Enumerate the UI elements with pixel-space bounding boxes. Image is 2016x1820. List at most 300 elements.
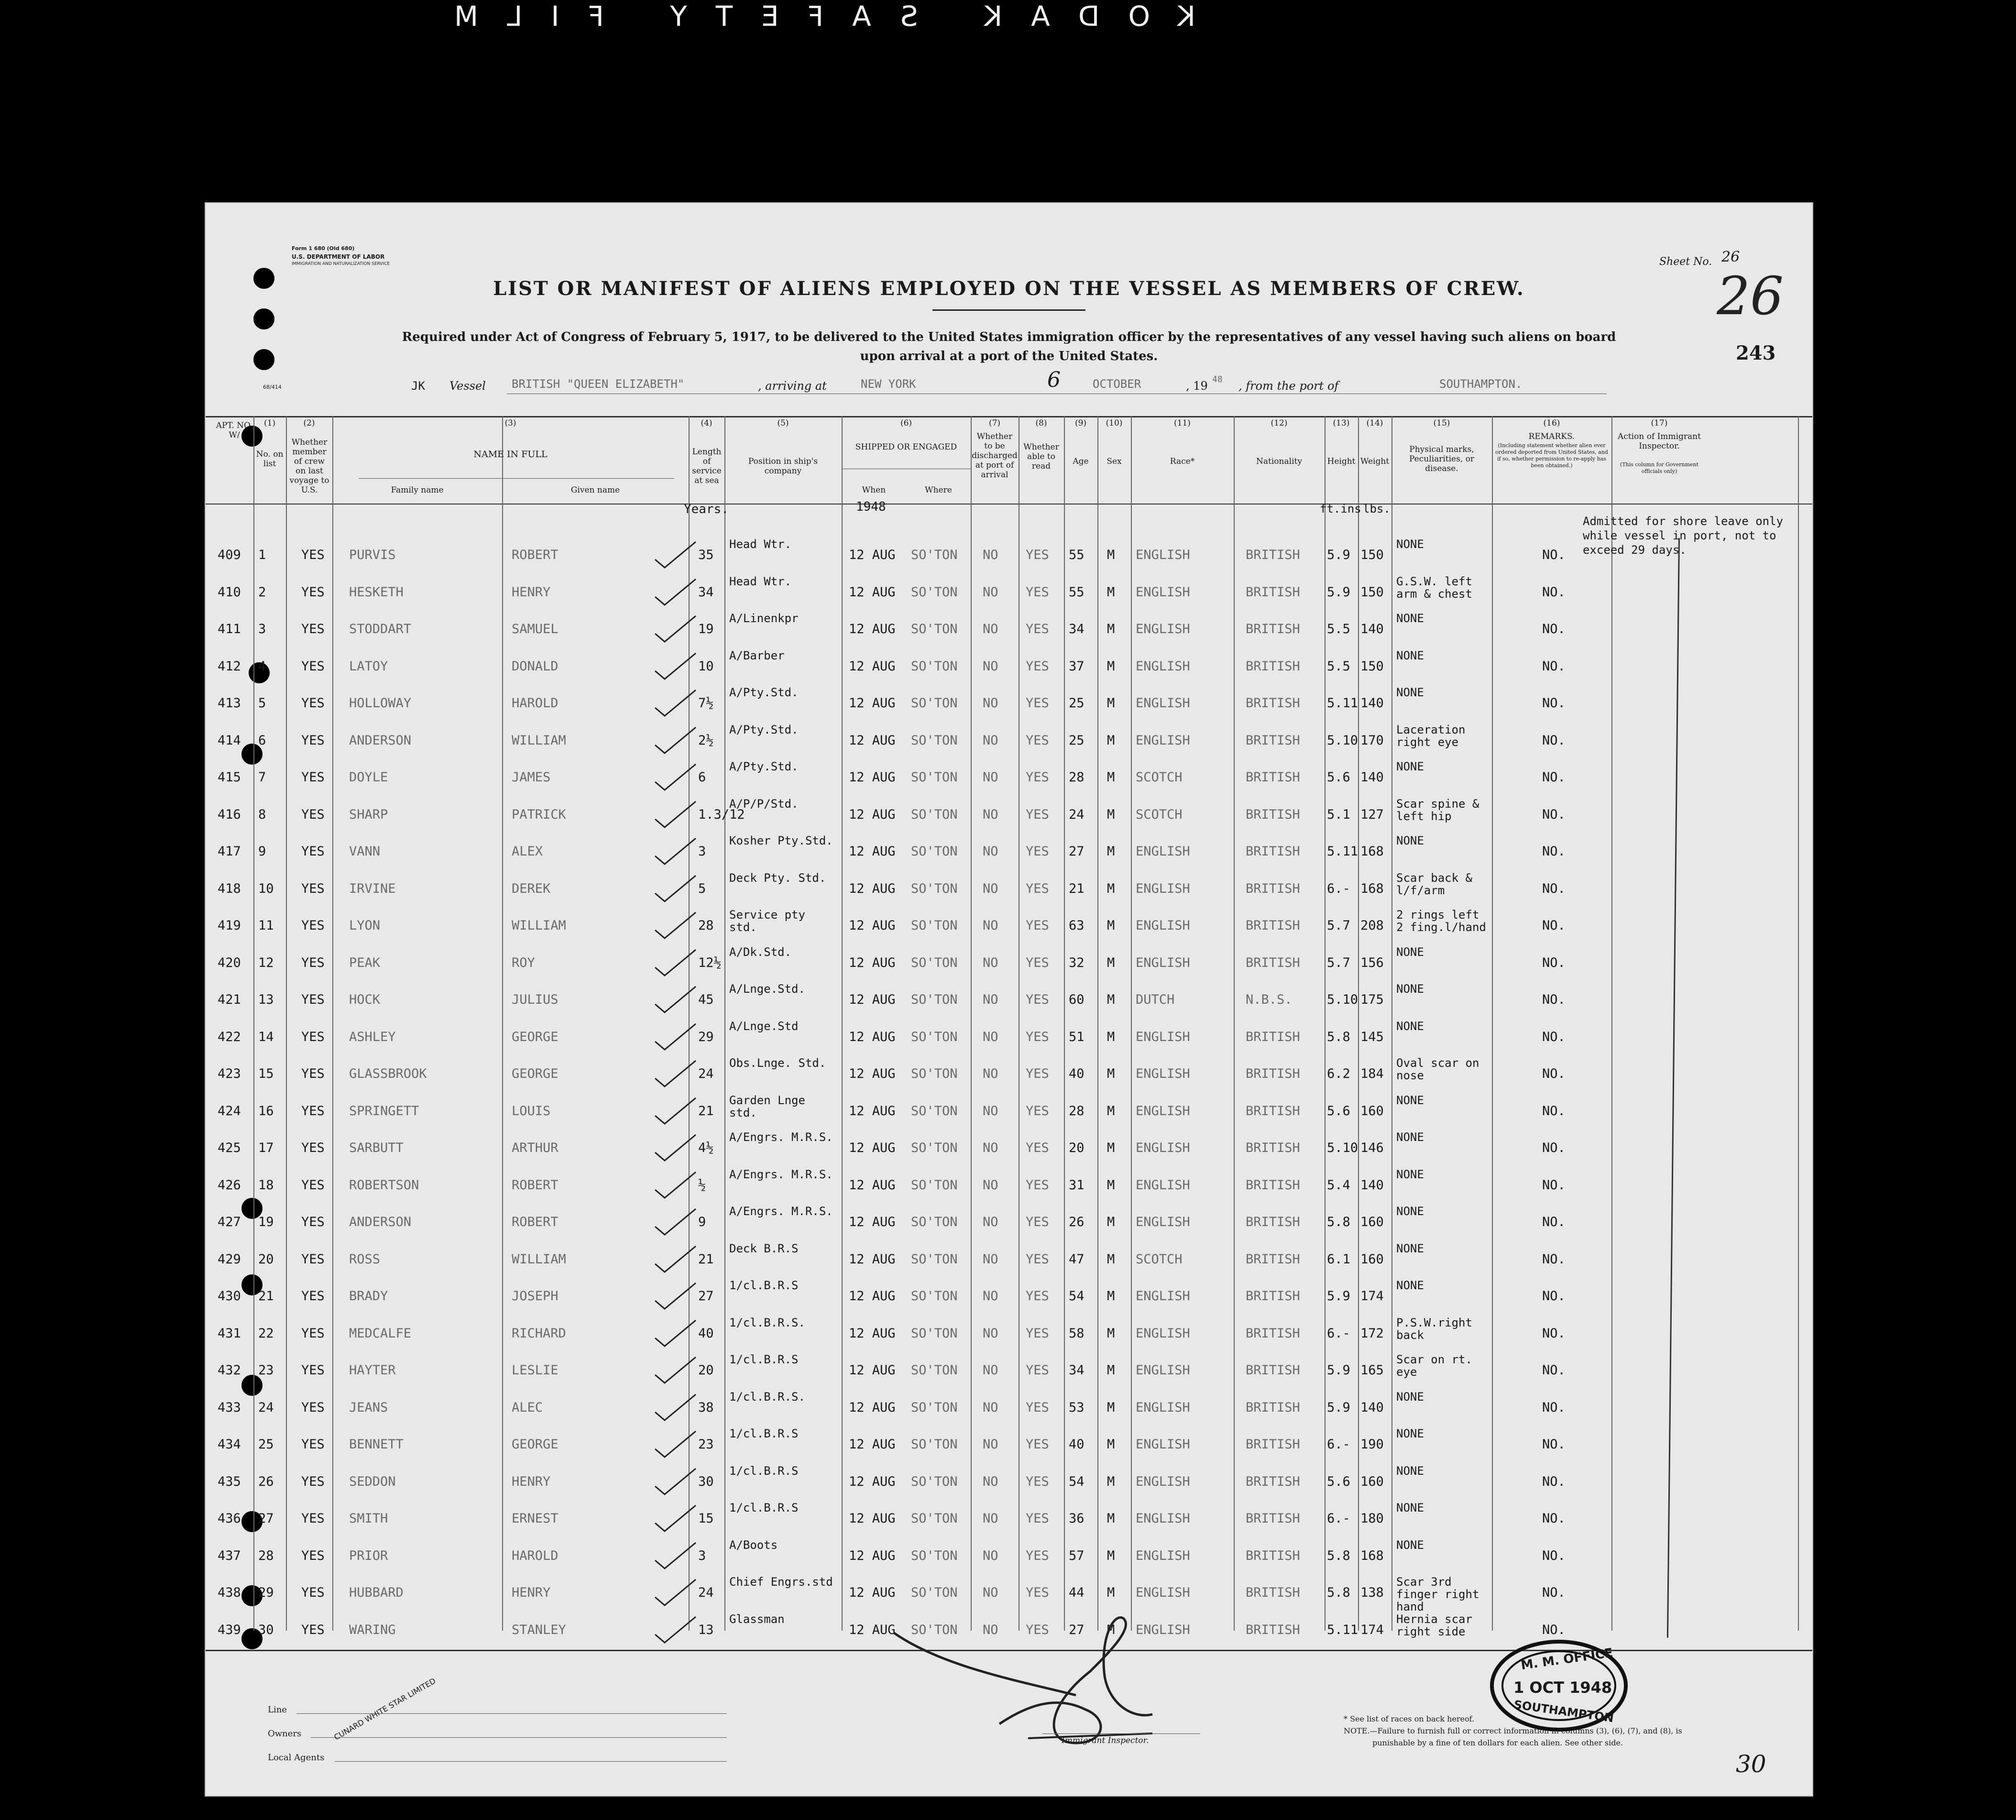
row-apt: 439: [218, 1622, 241, 1637]
row-position: A/Boots: [729, 1538, 778, 1552]
row-age: 63: [1069, 918, 1085, 933]
row-last-voyage: YES: [301, 584, 325, 600]
row-read: YES: [1026, 1585, 1049, 1600]
row-number: 4: [258, 658, 266, 674]
row-race: ENGLISH: [1136, 881, 1190, 896]
row-read: YES: [1026, 1215, 1049, 1229]
row-race: ENGLISH: [1136, 1289, 1190, 1304]
header-6: SHIPPED OR ENGAGED: [855, 442, 957, 452]
row-height: 5.11: [1327, 844, 1359, 859]
header-2-num: (2): [303, 418, 315, 428]
row-where: SO'TON: [911, 1140, 958, 1155]
row-read: YES: [1026, 658, 1049, 674]
header-15: Physical marks, Peculiarities, or disease.: [1409, 445, 1474, 473]
row-where: SO'TON: [911, 881, 958, 896]
row-discharged: NO: [983, 1622, 998, 1637]
row-when: 12 AUG: [849, 918, 896, 933]
check-mark-icon: [650, 1353, 708, 1387]
header-14-num: (14): [1366, 418, 1383, 428]
header-3: NAME IN FULL: [473, 449, 548, 460]
row-discharged: NO: [983, 1215, 998, 1229]
check-mark-icon: [650, 1539, 708, 1572]
row-nationality: BRITISH: [1246, 1215, 1300, 1229]
agents-underline: [335, 1761, 727, 1762]
row-apt: 420: [218, 955, 241, 970]
row-apt: 435: [218, 1474, 241, 1489]
row-height: 5.8: [1327, 1585, 1350, 1600]
row-height: 5.9: [1327, 584, 1350, 600]
row-number: 20: [258, 1251, 274, 1267]
row-position: Kosher Pty.Std.: [729, 834, 833, 847]
owners-label: Owners: [268, 1729, 302, 1739]
row-weight: 174: [1360, 1622, 1384, 1637]
row-number: 26: [258, 1474, 274, 1489]
row-race: ENGLISH: [1136, 1437, 1190, 1452]
row-read: YES: [1026, 1289, 1049, 1304]
row-age: 27: [1069, 844, 1085, 859]
form-number: Form 1 680 (Old 680): [292, 245, 355, 252]
row-family-name: LYON: [349, 918, 381, 933]
row-physical-marks: NONE: [1396, 945, 1424, 959]
row-when: 12 AUG: [849, 955, 896, 970]
row-nationality: BRITISH: [1246, 733, 1300, 748]
row-race: ENGLISH: [1136, 1140, 1190, 1155]
row-family-name: ANDERSON: [349, 1215, 412, 1229]
row-when: 12 AUG: [849, 1548, 896, 1563]
row-number: 8: [258, 807, 266, 822]
row-nationality: N.B.S.: [1246, 992, 1293, 1007]
row-number: 22: [258, 1326, 274, 1341]
row-where: SO'TON: [911, 696, 958, 711]
row-last-voyage: YES: [301, 918, 325, 933]
row-discharged: NO: [983, 1251, 998, 1267]
row-age: 20: [1069, 1140, 1085, 1155]
check-mark-icon: [650, 909, 708, 942]
check-mark-icon: [650, 872, 708, 905]
row-where: SO'TON: [911, 1251, 958, 1267]
header-16-num: (16): [1543, 418, 1560, 428]
row-family-name: VANN: [349, 844, 381, 859]
row-sex: M: [1107, 1251, 1115, 1267]
row-remarks: NO.: [1542, 1511, 1566, 1526]
header-where: Where: [925, 485, 952, 495]
row-last-voyage: YES: [301, 807, 325, 822]
row-remarks: NO.: [1542, 918, 1566, 933]
row-position: A/Engrs. M.R.S.: [729, 1130, 833, 1144]
year-shipped: 1948: [856, 500, 886, 514]
header-17-note: (This column for Government officials only): [1620, 461, 1699, 474]
row-read: YES: [1026, 955, 1049, 970]
row-last-voyage: YES: [301, 1400, 325, 1415]
row-nationality: BRITISH: [1246, 1289, 1300, 1304]
table-row: [206, 946, 1812, 983]
row-service: 15: [698, 1511, 714, 1526]
row-read: YES: [1026, 622, 1049, 636]
row-sex: M: [1107, 1548, 1115, 1563]
table-row: [206, 1539, 1812, 1576]
row-given-name: GEORGE: [512, 1437, 559, 1452]
row-given-name: STANLEY: [512, 1622, 566, 1637]
handwritten-total: 243: [1736, 342, 1776, 364]
row-last-voyage: YES: [301, 1289, 325, 1304]
row-where: SO'TON: [911, 1066, 958, 1081]
row-family-name: BRADY: [349, 1289, 388, 1304]
check-mark-icon: [650, 1131, 708, 1164]
row-number: 13: [258, 992, 274, 1007]
row-number: 9: [258, 844, 266, 859]
row-last-voyage: YES: [301, 1363, 325, 1378]
row-weight: 184: [1360, 1066, 1384, 1081]
row-service: 6: [698, 770, 706, 785]
row-discharged: NO: [983, 584, 998, 600]
row-age: 28: [1069, 770, 1085, 785]
row-remarks: NO.: [1542, 955, 1566, 970]
row-apt: 415: [218, 770, 241, 785]
row-remarks: NO.: [1542, 1548, 1566, 1563]
row-last-voyage: YES: [301, 1215, 325, 1229]
title-underline: [932, 309, 1085, 311]
row-where: SO'TON: [911, 844, 958, 859]
check-mark-icon: [650, 1576, 708, 1609]
header-7: Whether to be discharged at port of arrival: [972, 432, 1018, 480]
row-when: 12 AUG: [849, 584, 896, 600]
row-age: 57: [1069, 1548, 1085, 1563]
row-apt: 409: [218, 548, 241, 562]
row-last-voyage: YES: [301, 548, 325, 562]
row-family-name: ROSS: [349, 1251, 381, 1267]
row-given-name: ERNEST: [512, 1511, 559, 1526]
row-position: A/Engrs. M.R.S.: [729, 1205, 833, 1218]
row-weight: 140: [1360, 622, 1384, 636]
row-physical-marks: Oval scar on nose: [1396, 1056, 1479, 1082]
row-service: 23: [698, 1437, 714, 1452]
row-age: 47: [1069, 1251, 1085, 1267]
row-family-name: IRVINE: [349, 881, 396, 896]
row-where: SO'TON: [911, 1511, 958, 1526]
row-where: SO'TON: [911, 1215, 958, 1229]
row-height: 5.10: [1327, 1140, 1359, 1155]
header-apt: APT. NO. W/: [216, 421, 253, 440]
row-read: YES: [1026, 1251, 1049, 1267]
row-race: SCOTCH: [1136, 770, 1183, 785]
row-family-name: SARBUTT: [349, 1140, 404, 1155]
table-row: [206, 1020, 1812, 1057]
row-physical-marks: NONE: [1396, 1205, 1424, 1218]
row-race: ENGLISH: [1136, 658, 1190, 674]
row-where: SO'TON: [911, 658, 958, 674]
stamp-top-text: M. M. OFFICE: [1520, 1645, 1614, 1673]
arrival-day: 6: [1047, 368, 1061, 392]
row-number: 19: [258, 1215, 274, 1229]
row-age: 44: [1069, 1585, 1085, 1600]
row-position: A/Lnge.Std: [729, 1019, 799, 1033]
row-nationality: BRITISH: [1246, 696, 1300, 711]
row-where: SO'TON: [911, 1029, 958, 1044]
check-mark-icon: [650, 834, 708, 868]
row-age: 34: [1069, 1363, 1085, 1378]
row-weight: 140: [1360, 1400, 1384, 1415]
header-6-num: (6): [900, 418, 912, 428]
row-sex: M: [1107, 1511, 1115, 1526]
row-read: YES: [1026, 1363, 1049, 1378]
row-discharged: NO: [983, 807, 998, 822]
row-given-name: HENRY: [512, 1585, 551, 1600]
table-row: [206, 1279, 1812, 1316]
row-physical-marks: Scar spine & left hip: [1396, 797, 1479, 823]
row-service: 7½: [698, 696, 714, 711]
manifest-title: LIST OR MANIFEST OF ALIENS EMPLOYED ON THE VESSEL AS MEMBERS OF CREW.: [493, 277, 1525, 300]
row-last-voyage: YES: [301, 881, 325, 896]
header-13: Height: [1327, 457, 1356, 466]
row-where: SO'TON: [911, 992, 958, 1007]
arrival-month: OCTOBER: [1093, 377, 1141, 391]
row-discharged: NO: [983, 658, 998, 674]
row-age: 55: [1069, 584, 1085, 600]
row-given-name: WILLIAM: [512, 1251, 566, 1267]
row-physical-marks: NONE: [1396, 1093, 1424, 1107]
header-9: Age: [1073, 457, 1089, 466]
row-weight: 172: [1360, 1326, 1384, 1341]
table-row: [206, 983, 1812, 1020]
row-read: YES: [1026, 992, 1049, 1007]
row-number: 11: [258, 918, 274, 933]
vessel-line: [206, 368, 1812, 404]
row-last-voyage: YES: [301, 622, 325, 636]
row-weight: 138: [1360, 1585, 1384, 1600]
row-service: 12½: [698, 955, 722, 970]
row-position: Glassman: [729, 1612, 785, 1626]
line-underline: [296, 1713, 727, 1714]
row-last-voyage: YES: [301, 1251, 325, 1267]
row-discharged: NO: [983, 1289, 998, 1304]
row-read: YES: [1026, 1548, 1049, 1563]
row-discharged: NO: [983, 1029, 998, 1044]
row-nationality: BRITISH: [1246, 548, 1300, 562]
owners-underline: [311, 1737, 727, 1738]
header-11-num: (11): [1174, 418, 1191, 428]
row-apt: 417: [218, 844, 241, 859]
row-discharged: NO: [983, 733, 998, 748]
table-row: [206, 1131, 1812, 1168]
row-remarks: NO.: [1542, 881, 1566, 896]
row-remarks: NO.: [1542, 1251, 1566, 1267]
row-height: 5.9: [1327, 1363, 1350, 1378]
row-given-name: HENRY: [512, 584, 551, 600]
row-where: SO'TON: [911, 1400, 958, 1415]
row-when: 12 AUG: [849, 1066, 896, 1081]
row-given-name: ALEX: [512, 844, 543, 859]
fine-note-1: NOTE.—Failure to furnish full or correct information in columns (3), (6), (7), and (8), is: [1344, 1726, 1682, 1735]
row-given-name: ROBERT: [512, 1215, 559, 1229]
row-position: Garden Lnge std.: [729, 1093, 805, 1119]
row-nationality: BRITISH: [1246, 1622, 1300, 1637]
table-row: [206, 1168, 1812, 1206]
row-age: 53: [1069, 1400, 1085, 1415]
row-nationality: BRITISH: [1246, 584, 1300, 600]
row-remarks: NO.: [1542, 1215, 1566, 1229]
row-physical-marks: G.S.W. left arm & chest: [1396, 574, 1472, 601]
row-where: SO'TON: [911, 1177, 958, 1193]
check-mark-icon: [650, 1205, 708, 1239]
row-when: 12 AUG: [849, 770, 896, 785]
row-nationality: BRITISH: [1246, 1585, 1300, 1600]
row-physical-marks: NONE: [1396, 537, 1424, 551]
row-last-voyage: YES: [301, 955, 325, 970]
row-weight: 180: [1360, 1511, 1384, 1526]
row-last-voyage: YES: [301, 696, 325, 711]
arrival-port: NEW YORK: [861, 377, 916, 391]
row-when: 12 AUG: [849, 1251, 896, 1267]
row-when: 12 AUG: [849, 1215, 896, 1229]
row-apt: 431: [218, 1326, 241, 1341]
row-weight: 174: [1360, 1289, 1384, 1304]
row-discharged: NO: [983, 1177, 998, 1193]
row-nationality: BRITISH: [1246, 1066, 1300, 1081]
row-position: A/Dk.Std.: [729, 945, 792, 959]
check-mark-icon: [650, 1316, 708, 1350]
row-number: 7: [258, 770, 266, 785]
row-discharged: NO: [983, 770, 998, 785]
row-number: 5: [258, 696, 266, 711]
row-number: 2: [258, 584, 266, 600]
row-given-name: LESLIE: [512, 1363, 559, 1378]
row-physical-marks: NONE: [1396, 760, 1424, 773]
table-row: [206, 686, 1812, 724]
row-when: 12 AUG: [849, 992, 896, 1007]
row-weight: 160: [1360, 1474, 1384, 1489]
row-apt: 432: [218, 1363, 241, 1378]
handwritten-sheet-number: 26: [1717, 265, 1784, 327]
row-when: 12 AUG: [849, 1103, 896, 1118]
row-when: 12 AUG: [849, 1363, 896, 1378]
row-read: YES: [1026, 1400, 1049, 1415]
row-service: 21: [698, 1103, 714, 1118]
row-given-name: WILLIAM: [512, 733, 566, 748]
row-where: SO'TON: [911, 622, 958, 636]
row-service: 40: [698, 1326, 714, 1341]
row-apt: 412: [218, 658, 241, 674]
row-last-voyage: YES: [301, 844, 325, 859]
row-discharged: NO: [983, 1400, 998, 1415]
row-last-voyage: YES: [301, 1029, 325, 1044]
row-nationality: BRITISH: [1246, 658, 1300, 674]
row-nationality: BRITISH: [1246, 770, 1300, 785]
row-read: YES: [1026, 1437, 1049, 1452]
row-apt: 419: [218, 918, 241, 933]
row-position: Head Wtr.: [729, 574, 792, 588]
header-1: No. on list: [256, 450, 284, 469]
header-9-num: (9): [1074, 418, 1087, 428]
row-age: 36: [1069, 1511, 1085, 1526]
row-last-voyage: YES: [301, 1511, 325, 1526]
row-when: 12 AUG: [849, 1326, 896, 1341]
check-mark-icon: [650, 1057, 708, 1090]
row-apt: 422: [218, 1029, 241, 1044]
row-last-voyage: YES: [301, 1140, 325, 1155]
row-height: 5.4: [1327, 1177, 1350, 1193]
table-row: [206, 724, 1812, 761]
check-mark-icon: [650, 575, 708, 609]
row-read: YES: [1026, 584, 1049, 600]
row-number: 27: [258, 1511, 274, 1526]
row-where: SO'TON: [911, 918, 958, 933]
table-row: [206, 909, 1812, 946]
row-when: 12 AUG: [849, 881, 896, 896]
row-height: 5.11: [1327, 696, 1359, 711]
check-mark-icon: [650, 983, 708, 1016]
row-service: 21: [698, 1251, 714, 1267]
row-age: 25: [1069, 733, 1085, 748]
row-physical-marks: NONE: [1396, 982, 1424, 996]
row-discharged: NO: [983, 1548, 998, 1563]
row-given-name: ROBERT: [512, 548, 559, 562]
row-physical-marks: NONE: [1396, 1427, 1424, 1440]
row-sex: M: [1107, 1140, 1115, 1155]
row-where: SO'TON: [911, 807, 958, 822]
row-physical-marks: Laceration right eye: [1396, 723, 1466, 749]
table-row: [206, 1353, 1812, 1391]
row-nationality: BRITISH: [1246, 1251, 1300, 1267]
row-given-name: GEORGE: [512, 1029, 559, 1044]
row-nationality: BRITISH: [1246, 622, 1300, 636]
row-race: ENGLISH: [1136, 1548, 1190, 1563]
table-row: [206, 612, 1812, 649]
row-discharged: NO: [983, 696, 998, 711]
row-sex: M: [1107, 1289, 1115, 1304]
row-sex: M: [1107, 1177, 1115, 1193]
row-discharged: NO: [983, 1326, 998, 1341]
row-nationality: BRITISH: [1246, 1177, 1300, 1193]
row-physical-marks: NONE: [1396, 1538, 1424, 1552]
row-apt: 411: [218, 622, 241, 636]
row-family-name: ROBERTSON: [349, 1177, 419, 1193]
row-weight: 175: [1360, 992, 1384, 1007]
row-remarks: NO.: [1542, 696, 1566, 711]
row-number: 21: [258, 1289, 274, 1304]
row-nationality: BRITISH: [1246, 1548, 1300, 1563]
row-remarks: NO.: [1542, 1326, 1566, 1341]
row-discharged: NO: [983, 1363, 998, 1378]
row-read: YES: [1026, 1140, 1049, 1155]
row-physical-marks: NONE: [1396, 648, 1424, 662]
sheet-label: Sheet No.: [1659, 256, 1712, 268]
row-when: 12 AUG: [849, 1437, 896, 1452]
row-weight: 160: [1360, 1251, 1384, 1267]
row-service: 19: [698, 622, 714, 636]
row-number: 23: [258, 1363, 274, 1378]
row-apt: 414: [218, 733, 241, 748]
row-height: 5.8: [1327, 1215, 1350, 1229]
row-nationality: BRITISH: [1246, 881, 1300, 896]
row-height: 6.-: [1327, 1437, 1350, 1452]
check-mark-icon: [650, 1020, 708, 1053]
row-sex: M: [1107, 1029, 1115, 1044]
row-weight: 168: [1360, 1548, 1384, 1563]
header-2: Whether member of crew on last voyage to U.S.: [289, 438, 329, 495]
row-sex: M: [1107, 584, 1115, 600]
row-family-name: LATOY: [349, 658, 388, 674]
header-10-num: (10): [1106, 418, 1123, 428]
header-15-num: (15): [1433, 418, 1450, 428]
check-mark-icon: [650, 1465, 708, 1498]
header-4: Length of service at sea: [692, 447, 722, 485]
row-given-name: ROY: [512, 955, 535, 970]
row-service: 24: [698, 1585, 714, 1600]
row-height: 6.2: [1327, 1066, 1350, 1081]
row-last-voyage: YES: [301, 1103, 325, 1118]
row-sex: M: [1107, 1215, 1115, 1229]
row-remarks: NO.: [1542, 1289, 1566, 1304]
